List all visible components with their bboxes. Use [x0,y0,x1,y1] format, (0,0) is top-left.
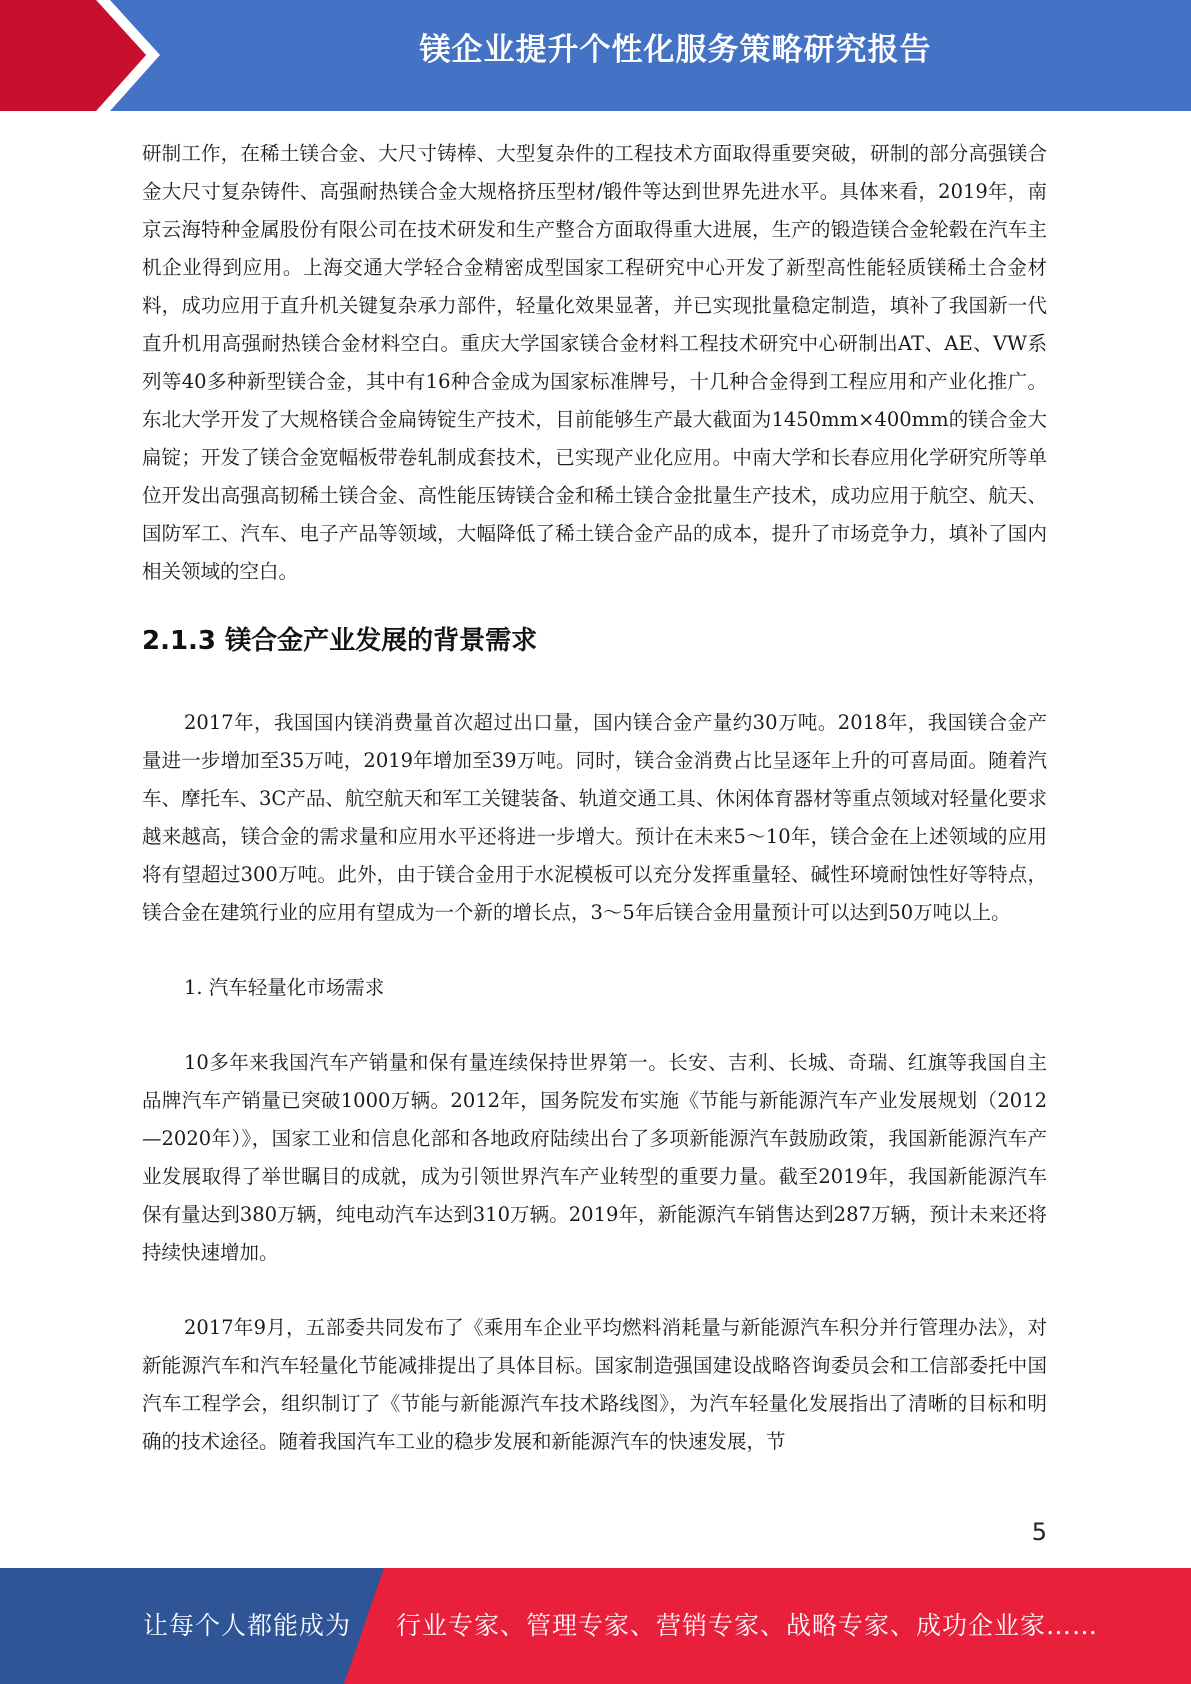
page-footer [0,1568,1191,1684]
header-arrow-decoration [0,0,160,111]
paragraph-continued: 研制工作，在稀土镁合金、大尺寸铸棒、大型复杂件的工程技术方面取得重要突破，研制的部分高强镁合金大尺寸复杂铸件、高强耐热镁合金大规格挤压型材/锻件等达到世界先进水平。具体来看，2019年，南京云海特种金属股份有限公司在技术研发和生产整合方面取得重大进展，生产的锻造镁合金轮毂在汽车主机企业得到应用。上海交通大学轻合金精密成型国家工程研究中心开发了新型高性能轻质镁稀土合金材料，成功应用于直升机关键复杂承力部件，轻量化效果显著，并已实现批量稳定制造，填补了我国新一代直升机用高强耐热镁合金材料空白。重庆大学国家镁合金材料工程技术研究中心研制出AT、AE、VW系列等40多种新型镁合金，其中有16种合金成为国家标准牌号，十几种合金得到工程应用和产业化推广。东北大学开发了大规格镁合金扁铸锭生产技术，目前能够生产最大截面为1450mm×400mm的镁合金大扁锭；开发了镁合金宽幅板带卷轧制成套技术，已实现产业化应用。中南大学和长春应用化学研究所等单位开发出高强高韧稀土镁合金、高性能压铸镁合金和稀土镁合金批量生产技术，成功应用于航空、航天、国防军工、汽车、电子产品等领域，大幅降低了稀土镁合金产品的成本，提升了市场竞争力，填补了国内相关领域的空白。 [142,142,1047,583]
section-heading: 2.1.3 镁合金产业发展的背景需求 [142,626,538,656]
paragraph-policy: 2017年9月，五部委共同发布了《乘用车企业平均燃料消耗量与新能源汽车积分并行管理办法》，对新能源汽车和汽车轻量化节能减排提出了具体目标。国家制造强国建设战略咨询委员会和工信部委托中国汽车工程学会，组织制订了《节能与新能源汽车技术路线图》，为汽车轻量化发展指出了清晰的目标和明确的技术途径。随着我国汽车工业的稳步发展和新能源汽车的快速发展，节 [142,1316,1047,1453]
footer-slogan-right: 行业专家、管理专家、营销专家、战略专家、成功企业家…… [396,1611,1099,1640]
document-body [142,135,1047,1461]
page-header [0,0,1191,111]
report-title: 镁企业提升个性化服务策略研究报告 [419,32,932,68]
paragraph-auto-market: 10多年来我国汽车产销量和保有量连续保持世界第一。长安、吉利、长城、奇瑞、红旗等我国自主品牌汽车产销量已突破1000万辆。2012年，国务院发布实施《节能与新能源汽车产业发展规划（2012—2020年）》，国家工业和信息化部和各地政府陆续出台了多项新能源汽车鼓励政策，我国新能源汽车产业发展取得了举世瞩目的成就，成为引领世界汽车产业转型的重要力量。截至2019年，我国新能源汽车保有量达到380万辆，纯电动汽车达到310万辆。2019年，新能源汽车销售达到287万辆，预计未来还将持续快速增加。 [142,1051,1047,1264]
list-item-auto-lightweight: 1. 汽车轻量化市场需求 [184,976,385,999]
footer-slogan-left: 让每个人都能成为 [143,1611,352,1640]
paragraph-demand: 2017年，我国国内镁消费量首次超过出口量，国内镁合金产量约30万吨。2018年，我国镁合金产量进一步增加至35万吨，2019年增加至39万吨。同时，镁合金消费占比呈逐年上升的可喜局面。随着汽车、摩托车、3C产品、航空航天和军工关键装备、轨道交通工具、休闲体育器材等重点领域对轻量化要求越来越高，镁合金的需求量和应用水平还将进一步增大。预计在未来5～10年，镁合金在上述领域的应用将有望超过300万吨。此外，由于镁合金用于水泥模板可以充分发挥重量轻、碱性环境耐蚀性好等特点，镁合金在建筑行业的应用有望成为一个新的增长点，3～5年后镁合金用量预计可以达到50万吨以上。 [142,711,1047,924]
page-number: 5 [1031,1518,1047,1546]
